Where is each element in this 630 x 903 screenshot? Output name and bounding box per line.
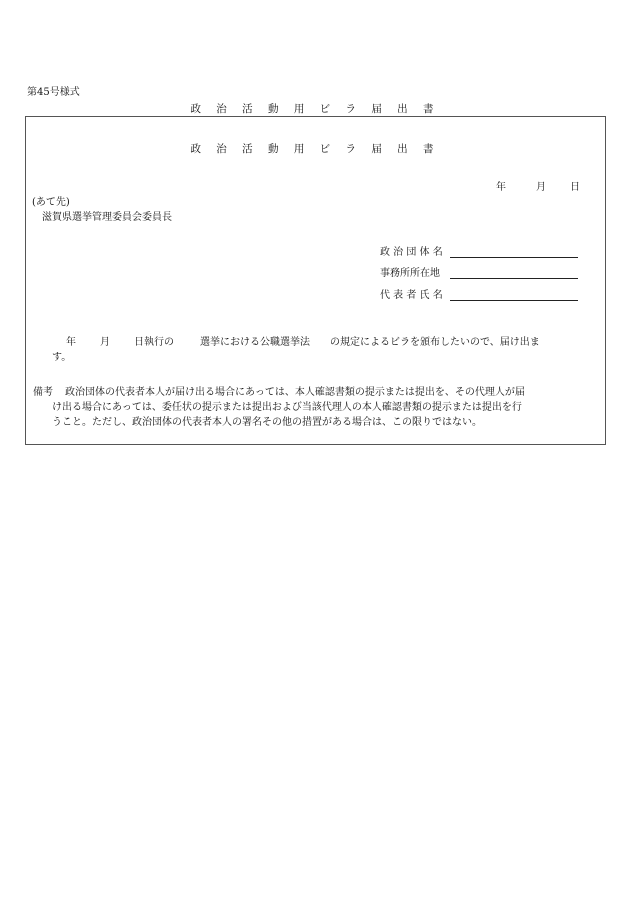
representative-input[interactable] — [450, 289, 578, 301]
remarks-line: け出る場合にあっては、委任状の提示または提出および当該代理人の本人確認書類の提示または提出を行 — [52, 402, 522, 413]
notice-rest: の規定によるビラを頒布したいので、届け出ま — [330, 337, 540, 348]
form-number: 第45号様式 — [27, 87, 80, 98]
date-day: 日 — [570, 182, 580, 193]
date-line — [496, 178, 580, 193]
notice-year: 年 — [66, 337, 76, 348]
field-label: 政 治 団 体 名 — [380, 247, 443, 258]
political-org-input[interactable] — [450, 246, 578, 258]
field-label: 代 表 者 氏 名 — [380, 290, 443, 301]
field-representative — [380, 287, 578, 301]
notice-election: 選挙における公職選挙法 — [200, 337, 310, 348]
date-year: 年 — [496, 182, 506, 193]
notice-month: 月 — [100, 337, 110, 348]
notice-day: 日執行の — [134, 337, 174, 348]
remarks-line: うこと。ただし、政治団体の代表者本人の署名その他の措置がある場合は、この限りではない。 — [52, 417, 482, 428]
field-political-org — [380, 244, 578, 258]
remarks-line: 政治団体の代表者本人が届け出る場合にあっては、本人確認書類の提示または提出を、その代理人が届 — [65, 387, 525, 398]
field-label: 事務所所在地 — [380, 268, 440, 279]
notice-text — [52, 333, 540, 348]
document-title: 政 治 活 動 用 ビ ラ 届 出 書 — [190, 103, 440, 115]
date-month: 月 — [536, 182, 546, 193]
form-title: 政 治 活 動 用 ビ ラ 届 出 書 — [190, 143, 440, 155]
office-address-input[interactable] — [450, 267, 578, 279]
addressee-name: 滋賀県選挙管理委員会委員長 — [42, 212, 172, 223]
notice-text-continued: す。 — [52, 352, 72, 363]
addressee-label: (あて先) — [32, 197, 70, 208]
field-office-address — [380, 265, 578, 279]
remarks-label: 備考 — [33, 387, 53, 398]
